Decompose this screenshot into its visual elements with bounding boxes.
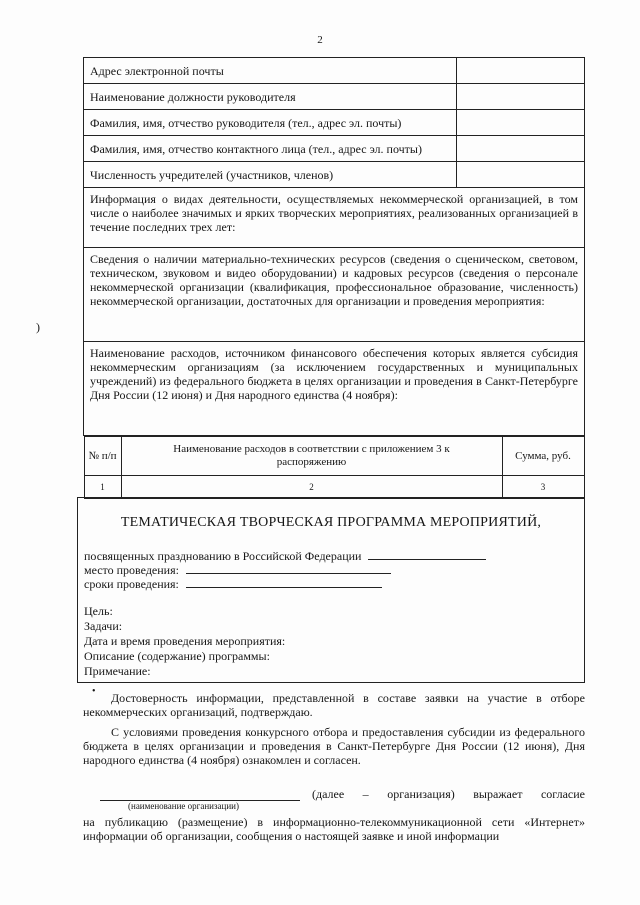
table-row: [84, 110, 585, 136]
margin-mark: ): [36, 320, 40, 334]
program-box: [77, 497, 585, 683]
expenses-header-row: [84, 437, 584, 476]
expenses-num-2: 2: [121, 476, 502, 499]
director-name-value-cell[interactable]: [457, 110, 585, 136]
contact-name-label: Фамилия, имя, отчество контактного лица (тел., адрес эл. почты): [84, 136, 457, 162]
program-dedicated-label: посвященных празднованию в Российской Федерации: [84, 549, 362, 563]
organization-name-caption: (наименование организации): [128, 801, 239, 811]
table-row: [84, 248, 585, 342]
table-row: [84, 162, 585, 188]
expenses-num-3: 3: [502, 476, 584, 499]
expenses-number-row: [84, 476, 584, 499]
founders-count-label: Численность учредителей (участников, членов): [84, 162, 457, 188]
organization-name-input[interactable]: [100, 788, 300, 801]
program-goal: Цель:: [84, 604, 113, 618]
table-row: [84, 136, 585, 162]
program-dates-label: сроки проведения:: [84, 577, 179, 591]
program-place-line: [84, 562, 391, 577]
program-description: Описание (содержание) программы:: [84, 649, 270, 663]
director-name-label: Фамилия, имя, отчество руководителя (тел., адрес эл. почты): [84, 110, 457, 136]
bullet-mark: •: [92, 686, 96, 697]
program-title: ТЕМАТИЧЕСКАЯ ТВОРЧЕСКАЯ ПРОГРАММА МЕРОПРИЯТИЙ,: [120, 515, 542, 530]
expenses-col-name: Наименование расходов в соответствии с приложением 3 к распоряжению: [121, 437, 502, 476]
expenses-table: [84, 436, 585, 499]
dates-input[interactable]: [186, 576, 382, 588]
resources-info-cell[interactable]: Сведения о наличии материально-технических ресурсов (сведения о сценическом, световом, техническом, звуковом и видео оборудовании) и кадровых ресурсов (сведения о персонале некоммерческой организации (квалификация, профессиональное образование, численность) некоммерческой организации, достаточных для организации и проведения мероприятия:: [84, 248, 585, 342]
table-row: [84, 188, 585, 248]
program-place-label: место проведения:: [84, 563, 179, 577]
activities-info-cell[interactable]: Информация о видах деятельности, осуществляемых некоммерческой организацией, в том числе о наиболее значимых и ярких творческих мероприятиях, реализованных организацией в течение последних трех лет:: [84, 188, 585, 248]
email-label: Адрес электронной почты: [84, 58, 457, 84]
email-value-cell[interactable]: [457, 58, 585, 84]
founders-count-value-cell[interactable]: [457, 162, 585, 188]
holiday-input[interactable]: [368, 548, 486, 560]
consent-after-blank: (далее – организация) выражает согласие: [312, 787, 585, 801]
program-note: Примечание:: [84, 664, 151, 678]
expenses-col-sum: Сумма, руб.: [502, 437, 584, 476]
director-position-value-cell[interactable]: [457, 84, 585, 110]
contact-name-value-cell[interactable]: [457, 136, 585, 162]
consent-paragraph: на публикацию (размещение) в информационно-телекоммуникационной сети «Интернет» информации об организации, сообщения о настоящей заявке и иной информации: [83, 815, 585, 843]
program-dedicated-line: [84, 548, 486, 563]
program-datetime: Дата и время проведения мероприятия:: [84, 634, 286, 648]
expenses-num-1: 1: [84, 476, 121, 499]
table-row: [84, 58, 585, 84]
place-input[interactable]: [186, 562, 391, 574]
confirm-paragraph: Достоверность информации, представленной в составе заявки на участие в отборе некоммерческих организаций, подтверждаю.: [83, 691, 585, 719]
application-form-table: [83, 57, 585, 499]
table-row: [84, 436, 585, 500]
page-number: 2: [317, 34, 323, 46]
director-position-label: Наименование должности руководителя: [84, 84, 457, 110]
expenses-intro-cell: Наименование расходов, источником финансового обеспечения которых является субсидия некоммерческим организациям (за исключением государственных и муниципальных учреждений) из федерального бюджета в целях организации и проведения в Санкт-Петербурге Дня России (12 июня) и Дня народного единства (4 ноября):: [84, 342, 585, 436]
agree-paragraph: С условиями проведения конкурсного отбора и предоставления субсидии из федерального бюджета в целях организации и проведения в Санкт-Петербурге Дня России (12 июня), Дня народного единства (4 ноября) ознакомлен и согласен.: [83, 725, 585, 767]
program-tasks: Задачи:: [84, 619, 123, 633]
expenses-col-number: № п/п: [84, 437, 121, 476]
table-row: [84, 84, 585, 110]
table-row: [84, 342, 585, 436]
program-dates-line: [84, 576, 382, 591]
